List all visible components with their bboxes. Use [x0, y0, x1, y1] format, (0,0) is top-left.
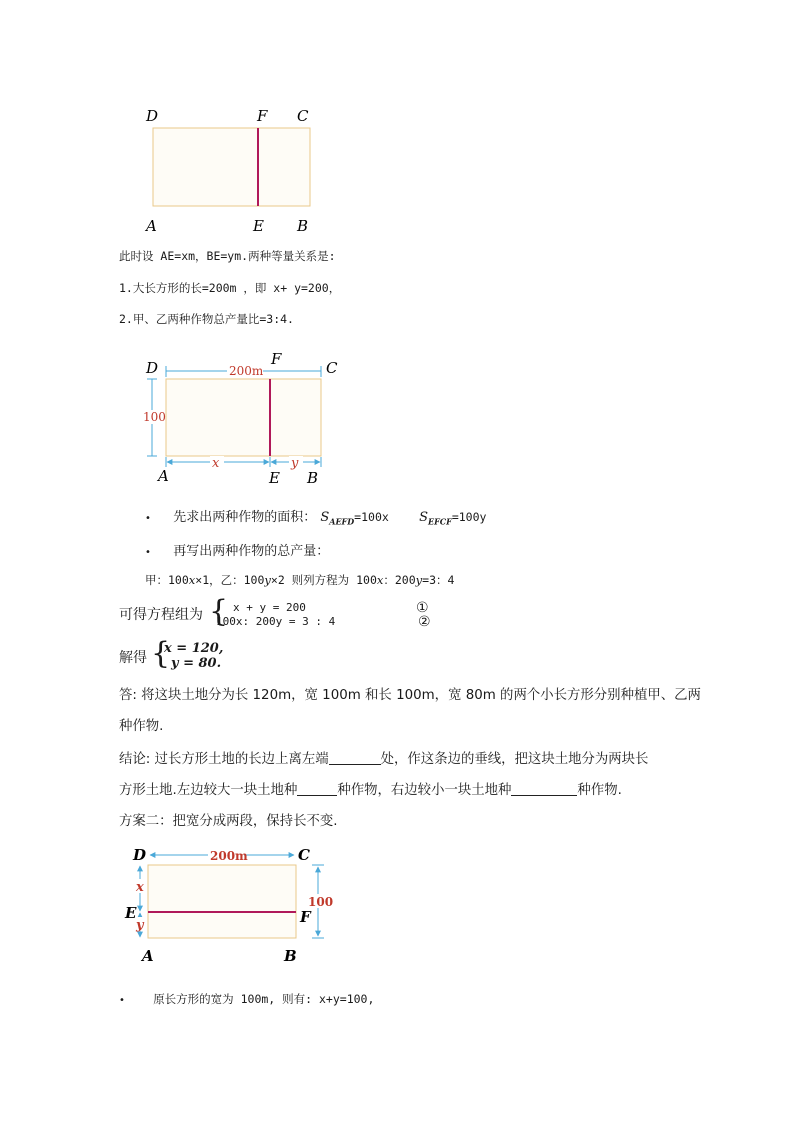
- yield-text: 再写出两种作物的总产量：: [173, 544, 330, 559]
- conclusion-part: 处，作这条边的垂线，把这块土地分为两块长: [380, 752, 649, 767]
- conclusion-part: 方形土地.左边较大一块土地种: [119, 783, 298, 798]
- system-prefix: 可得方程组为: [119, 607, 203, 623]
- label-C: C: [326, 359, 338, 377]
- label-C: C: [297, 107, 309, 125]
- eq-part: ×1，乙：100: [195, 573, 265, 587]
- eq-var: y: [264, 573, 271, 587]
- area-s2-value: =100y: [451, 510, 487, 524]
- answer-line-2: 种作物.: [119, 719, 164, 734]
- conclusion-part: 种作物，右边较小一块土地种: [337, 783, 512, 798]
- label-D: D: [146, 359, 159, 377]
- system-brace: {: [209, 594, 229, 629]
- system-eq2: 100x: 200y = 3 : 4: [216, 615, 336, 628]
- label-F: F: [300, 908, 311, 926]
- text-line-2: 1.大长方形的长=200m ，即 x+ y=200，: [119, 281, 341, 295]
- blank-3[interactable]: [511, 783, 577, 796]
- eq-part: =3：4: [422, 573, 455, 587]
- label-B: B: [284, 947, 297, 965]
- system-mark-1: ①: [416, 600, 429, 616]
- bullet-marker: •: [145, 513, 151, 524]
- system-mark-2: ②: [418, 614, 431, 630]
- eq-part: ×2 则列方程为 100: [270, 573, 377, 587]
- solution-1: x = 120,: [164, 641, 224, 656]
- dim-x: x: [212, 456, 220, 471]
- solution-prefix: 解得: [119, 650, 147, 666]
- blank-2[interactable]: [297, 783, 337, 796]
- plan-two: 方案二：把宽分成两段，保持长不变.: [119, 814, 338, 829]
- area-s1-value: =100x: [354, 510, 389, 524]
- conclusion-part: 结论: 过长方形土地的长边上离左端: [119, 752, 329, 767]
- label-A: A: [142, 947, 154, 965]
- equation-line: [145, 575, 454, 587]
- bullet-yield: [145, 545, 329, 558]
- bullet-marker: •: [119, 995, 125, 1006]
- eq-part: 甲：100: [145, 573, 189, 587]
- final-bullet-text: 原长方形的宽为 100m, 则有: x+y=100,: [153, 992, 375, 1006]
- label-E: E: [125, 904, 137, 922]
- label-A: A: [146, 217, 157, 235]
- system-eq1: x + y = 200: [233, 601, 306, 614]
- eq-part: ：200: [383, 573, 416, 587]
- label-A: A: [158, 467, 169, 485]
- dim-y: y: [291, 456, 299, 471]
- label-E: E: [253, 217, 264, 235]
- label-B: B: [307, 469, 319, 487]
- conclusion-line-2: [119, 783, 622, 797]
- area-prefix: 先求出两种作物的面积：: [173, 510, 317, 525]
- solution-2: y = 80.: [171, 656, 222, 671]
- conclusion-part: 种作物.: [577, 783, 622, 798]
- label-B: B: [297, 217, 309, 235]
- text-line-3: 2.甲、乙两种作物总产量比=3:4.: [119, 312, 294, 326]
- label-F: F: [257, 107, 268, 125]
- label-D: D: [133, 846, 147, 864]
- label-D: D: [146, 107, 159, 125]
- dim-100: 100: [308, 895, 334, 909]
- answer-line-1: 答: 将这块土地分为长 120m，宽 100m 和长 100m，宽 80m 的两个小长方形分别种植甲、乙两: [119, 688, 701, 703]
- dim-200m: 200m: [210, 849, 248, 863]
- blank-1[interactable]: [329, 752, 381, 765]
- figure-2-rectangle: [140, 350, 350, 490]
- label-F: F: [271, 350, 282, 368]
- label-E: E: [269, 469, 280, 487]
- label-C: C: [298, 846, 310, 864]
- bullet-final: [119, 993, 374, 1006]
- text-line-1: 此时设 AE=xm，BE=ym.两种等量关系是:: [119, 249, 336, 263]
- eq-var: y: [415, 573, 423, 587]
- figure-3-rectangle: [120, 840, 340, 970]
- dim-x: x: [136, 880, 144, 895]
- bullet-area: [145, 511, 486, 526]
- area-s2-sub: EFCF: [427, 516, 452, 527]
- area-s1-symbol: S: [320, 510, 330, 525]
- dim-100: 100: [143, 410, 166, 424]
- figure-1-rectangle: [140, 102, 330, 237]
- eq-var: x: [188, 573, 196, 587]
- area-s1-sub: AEFD: [329, 516, 355, 527]
- eq-var: x: [376, 573, 384, 587]
- dim-y: y: [136, 918, 144, 933]
- area-s2-symbol: S: [419, 510, 428, 525]
- bullet-marker: •: [145, 547, 151, 558]
- conclusion-line-1: [119, 752, 648, 766]
- dim-200m: 200m: [229, 364, 264, 378]
- solution-brace: {: [151, 636, 171, 671]
